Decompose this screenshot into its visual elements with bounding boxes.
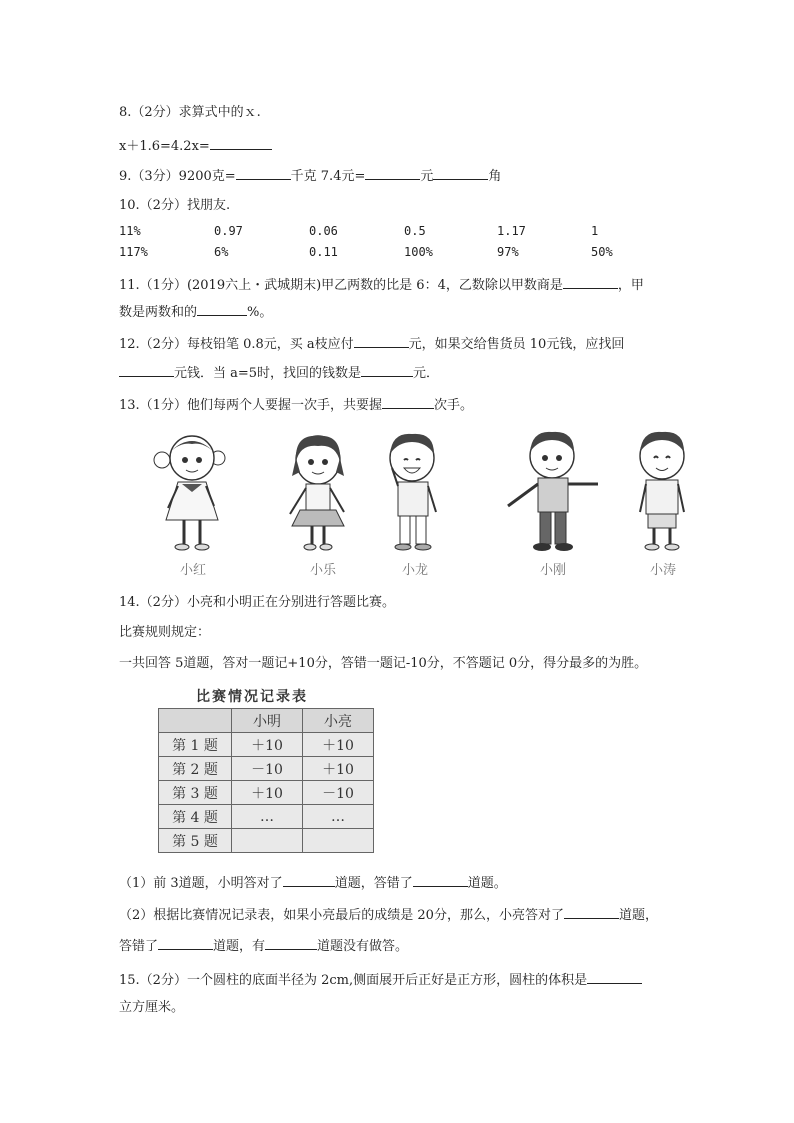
answer-blank[interactable] [382, 395, 434, 409]
children-illustration [148, 428, 708, 580]
q14-part2-line1: （2）根据比赛情况记录表，如果小亮最后的成绩是 20分，那么，小亮答对了 道题， [119, 905, 658, 925]
grid-cell: 0.11 [309, 245, 338, 259]
answer-blank[interactable] [119, 363, 174, 377]
table-cell [232, 829, 303, 853]
record-table-title: 比赛情况记录表 [196, 689, 308, 705]
answer-blank[interactable] [413, 873, 468, 887]
answer-blank[interactable] [265, 936, 317, 950]
q8-stem: 8.（2分）求算式中的ｘ. [119, 105, 261, 120]
child-xiaohong [148, 428, 238, 578]
answer-blank[interactable] [197, 302, 247, 316]
table-row [159, 733, 374, 757]
girl-figure-icon [278, 428, 368, 558]
table-cell: ＋10 [232, 733, 303, 757]
q12-line1: 12.（2分）每枝铅笔 0.8元，买 a枝应付 元，如果交给售货员 10元钱，应找回 [119, 334, 624, 354]
boy-figure-icon [498, 428, 608, 558]
table-row [159, 829, 374, 853]
q11-line1: 11.（1分）(2019六上・武城期末)甲乙两数的比是 6：4，乙数除以甲数商是 ，甲 [119, 275, 644, 295]
child-name: 小涛 [649, 563, 676, 578]
answer-blank[interactable] [365, 166, 420, 180]
table-row [159, 781, 374, 805]
table-cell [159, 709, 232, 733]
child-xiaotao [618, 428, 708, 578]
child-name: 小刚 [539, 563, 566, 578]
grid-cell: 97% [497, 245, 519, 259]
grid-cell: 50% [591, 245, 613, 259]
q8-expression: x＋1.6=4.2x= [119, 136, 272, 156]
grid-cell: 100% [404, 245, 433, 259]
answer-blank[interactable] [587, 970, 642, 984]
grid-cell: 1.17 [497, 224, 526, 238]
table-cell: ＋10 [303, 733, 374, 757]
grid-cell: 1 [591, 224, 599, 238]
q14-stem: 14.（2分）小亮和小明正在分别进行答题比赛。 [119, 595, 395, 610]
q14-part2-line2: 答错了 道题，有 道题没有做答。 [119, 936, 408, 956]
table-row [159, 805, 374, 829]
grid-cell: 117% [119, 245, 148, 259]
answer-blank[interactable] [283, 873, 335, 887]
answer-blank[interactable] [210, 136, 272, 150]
table-cell: ＋10 [232, 781, 303, 805]
table-cell: 小亮 [303, 709, 374, 733]
answer-blank[interactable] [158, 936, 213, 950]
table-cell: 第 5 题 [159, 829, 232, 853]
table-cell: 第 4 题 [159, 805, 232, 829]
answer-blank[interactable] [563, 275, 618, 289]
q15-line2: 立方厘米。 [119, 1000, 185, 1015]
table-row [159, 757, 374, 781]
child-name: 小龙 [401, 563, 428, 578]
boy-figure-icon [370, 428, 460, 558]
table-cell: －10 [303, 781, 374, 805]
table-cell: 第 1 题 [159, 733, 232, 757]
boy-figure-icon [618, 428, 708, 558]
record-table [158, 708, 374, 853]
table-cell: 小明 [232, 709, 303, 733]
q14-part1: （1）前 3道题，小明答对了 道题，答错了 道题。 [119, 873, 507, 893]
child-name: 小红 [179, 563, 206, 578]
table-cell: －10 [232, 757, 303, 781]
q9: 9.（3分）9200克= 千克 7.4元= 元 角 [119, 166, 501, 186]
grid-cell: 0.5 [404, 224, 426, 238]
child-xiaole [278, 428, 368, 578]
table-cell [303, 829, 374, 853]
q14-rule-title: 比赛规则规定： [119, 625, 211, 640]
table-cell: 第 2 题 [159, 757, 232, 781]
grid-cell: 0.06 [309, 224, 338, 238]
q14-rule: 一共回答 5道题，答对一题记+10分，答错一题记-10分，不答题记 0分，得分最多的为胜。 [119, 656, 648, 671]
table-cell: ＋10 [303, 757, 374, 781]
child-xiaogang [498, 428, 608, 578]
table-cell: … [232, 805, 303, 829]
q11-line2: 数是两数和的 %。 [119, 302, 272, 322]
answer-blank[interactable] [354, 334, 409, 348]
grid-cell: 6% [214, 245, 229, 259]
q13-stem: 13.（1分）他们每两个人要握一次手，共要握 次手。 [119, 395, 473, 415]
grid-cell: 11% [119, 224, 141, 238]
q10-stem: 10.（2分）找朋友. [119, 198, 231, 213]
grid-cell: 0.97 [214, 224, 243, 238]
child-xiaolong [370, 428, 460, 578]
answer-blank[interactable] [564, 905, 619, 919]
table-cell: … [303, 805, 374, 829]
table-cell: 第 3 题 [159, 781, 232, 805]
answer-blank[interactable] [236, 166, 291, 180]
q15-line1: 15.（2分）一个圆柱的底面半径为 2cm,侧面展开后正好是正方形，圆柱的体积是 [119, 970, 642, 990]
child-name: 小乐 [309, 563, 336, 578]
girl-figure-icon [148, 428, 238, 558]
answer-blank[interactable] [361, 363, 413, 377]
q12-line2: 元钱．当 a=5时，找回的钱数是 元． [119, 363, 439, 383]
table-header-row [159, 709, 374, 733]
answer-blank[interactable] [433, 166, 488, 180]
